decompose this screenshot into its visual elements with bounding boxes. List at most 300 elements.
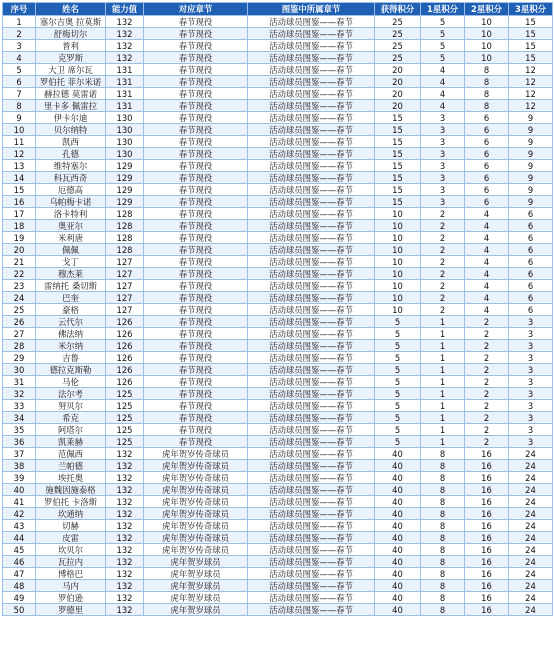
cell-1star: 1 <box>421 352 465 364</box>
col-header-3star: 3星积分 <box>509 3 553 16</box>
cell-ability: 128 <box>106 208 144 220</box>
cell-index: 13 <box>3 160 36 172</box>
table-row <box>3 328 553 340</box>
cell-index: 21 <box>3 256 36 268</box>
cell-points: 40 <box>375 508 421 520</box>
cell-album-chapter: 活动球员图鉴——春节 <box>248 196 375 208</box>
cell-ability: 132 <box>106 508 144 520</box>
cell-2star: 4 <box>465 256 509 268</box>
cell-chapter: 春节现役 <box>144 136 248 148</box>
table-row <box>3 496 553 508</box>
cell-name: 罗伯托 卡洛斯 <box>36 496 106 508</box>
cell-3star: 9 <box>509 160 553 172</box>
cell-chapter: 春节现役 <box>144 244 248 256</box>
cell-name: 科瓦西奇 <box>36 172 106 184</box>
cell-album-chapter: 活动球员图鉴——春节 <box>248 532 375 544</box>
cell-3star: 9 <box>509 136 553 148</box>
cell-3star: 6 <box>509 220 553 232</box>
cell-album-chapter: 活动球员图鉴——春节 <box>248 316 375 328</box>
cell-name: 奥亚尔 <box>36 220 106 232</box>
table-row <box>3 124 553 136</box>
cell-name: 佛法纳 <box>36 328 106 340</box>
cell-points: 10 <box>375 292 421 304</box>
cell-3star: 6 <box>509 244 553 256</box>
cell-album-chapter: 活动球员图鉴——春节 <box>248 88 375 100</box>
cell-ability: 125 <box>106 436 144 448</box>
cell-chapter: 春节现役 <box>144 364 248 376</box>
cell-name: 舒梅切尔 <box>36 28 106 40</box>
cell-2star: 10 <box>465 28 509 40</box>
cell-1star: 3 <box>421 112 465 124</box>
cell-2star: 2 <box>465 364 509 376</box>
cell-2star: 16 <box>465 484 509 496</box>
cell-chapter: 春节现役 <box>144 292 248 304</box>
cell-2star: 4 <box>465 280 509 292</box>
cell-3star: 3 <box>509 340 553 352</box>
cell-2star: 10 <box>465 52 509 64</box>
cell-index: 29 <box>3 352 36 364</box>
cell-2star: 2 <box>465 400 509 412</box>
cell-name: 佩佩 <box>36 244 106 256</box>
table-row <box>3 256 553 268</box>
cell-1star: 3 <box>421 172 465 184</box>
cell-points: 40 <box>375 568 421 580</box>
cell-3star: 3 <box>509 352 553 364</box>
cell-album-chapter: 活动球员图鉴——春节 <box>248 520 375 532</box>
cell-album-chapter: 活动球员图鉴——春节 <box>248 472 375 484</box>
cell-2star: 8 <box>465 76 509 88</box>
cell-album-chapter: 活动球员图鉴——春节 <box>248 208 375 220</box>
cell-points: 40 <box>375 496 421 508</box>
cell-1star: 5 <box>421 40 465 52</box>
cell-points: 40 <box>375 484 421 496</box>
cell-ability: 127 <box>106 256 144 268</box>
cell-album-chapter: 活动球员图鉴——春节 <box>248 76 375 88</box>
cell-1star: 8 <box>421 520 465 532</box>
cell-3star: 9 <box>509 184 553 196</box>
table-row <box>3 544 553 556</box>
cell-2star: 4 <box>465 220 509 232</box>
cell-1star: 2 <box>421 292 465 304</box>
cell-points: 5 <box>375 328 421 340</box>
cell-ability: 132 <box>106 460 144 472</box>
cell-3star: 24 <box>509 580 553 592</box>
table-row <box>3 340 553 352</box>
cell-3star: 6 <box>509 280 553 292</box>
cell-name: 坎通纳 <box>36 508 106 520</box>
cell-index: 35 <box>3 424 36 436</box>
cell-ability: 125 <box>106 412 144 424</box>
cell-2star: 2 <box>465 316 509 328</box>
cell-ability: 125 <box>106 424 144 436</box>
cell-album-chapter: 活动球员图鉴——春节 <box>248 544 375 556</box>
cell-album-chapter: 活动球员图鉴——春节 <box>248 460 375 472</box>
cell-ability: 127 <box>106 268 144 280</box>
cell-index: 7 <box>3 88 36 100</box>
cell-2star: 8 <box>465 88 509 100</box>
cell-album-chapter: 活动球员图鉴——春节 <box>248 268 375 280</box>
cell-chapter: 春节现役 <box>144 112 248 124</box>
cell-index: 46 <box>3 556 36 568</box>
cell-1star: 8 <box>421 460 465 472</box>
cell-name: 阿塔尔 <box>36 424 106 436</box>
cell-chapter: 春节现役 <box>144 160 248 172</box>
cell-album-chapter: 活动球员图鉴——春节 <box>248 172 375 184</box>
cell-1star: 8 <box>421 544 465 556</box>
cell-3star: 9 <box>509 124 553 136</box>
table-row <box>3 376 553 388</box>
cell-1star: 8 <box>421 484 465 496</box>
cell-1star: 2 <box>421 304 465 316</box>
table-row <box>3 16 553 28</box>
cell-ability: 132 <box>106 556 144 568</box>
cell-index: 49 <box>3 592 36 604</box>
cell-album-chapter: 活动球员图鉴——春节 <box>248 112 375 124</box>
cell-chapter: 春节现役 <box>144 196 248 208</box>
cell-index: 14 <box>3 172 36 184</box>
col-header-points: 获得积分 <box>375 3 421 16</box>
cell-3star: 9 <box>509 112 553 124</box>
cell-points: 40 <box>375 532 421 544</box>
cell-index: 42 <box>3 508 36 520</box>
cell-2star: 16 <box>465 496 509 508</box>
cell-ability: 126 <box>106 316 144 328</box>
cell-1star: 8 <box>421 580 465 592</box>
cell-2star: 2 <box>465 328 509 340</box>
header-row <box>3 3 553 16</box>
cell-2star: 4 <box>465 304 509 316</box>
cell-points: 15 <box>375 148 421 160</box>
cell-index: 16 <box>3 196 36 208</box>
cell-2star: 4 <box>465 244 509 256</box>
cell-index: 25 <box>3 304 36 316</box>
cell-1star: 8 <box>421 448 465 460</box>
table-body <box>3 16 553 616</box>
cell-album-chapter: 活动球员图鉴——春节 <box>248 364 375 376</box>
cell-index: 1 <box>3 16 36 28</box>
table-row <box>3 100 553 112</box>
cell-name: 戈丁 <box>36 256 106 268</box>
cell-1star: 1 <box>421 424 465 436</box>
table-row <box>3 268 553 280</box>
cell-chapter: 春节现役 <box>144 76 248 88</box>
cell-points: 40 <box>375 460 421 472</box>
cell-1star: 8 <box>421 604 465 616</box>
cell-points: 15 <box>375 124 421 136</box>
cell-3star: 24 <box>509 472 553 484</box>
cell-points: 10 <box>375 280 421 292</box>
player-points-table <box>2 2 553 616</box>
cell-album-chapter: 活动球员图鉴——春节 <box>248 580 375 592</box>
cell-index: 26 <box>3 316 36 328</box>
cell-chapter: 春节现役 <box>144 220 248 232</box>
cell-album-chapter: 活动球员图鉴——春节 <box>248 52 375 64</box>
cell-album-chapter: 活动球员图鉴——春节 <box>248 328 375 340</box>
cell-1star: 8 <box>421 496 465 508</box>
cell-3star: 24 <box>509 484 553 496</box>
cell-name: 兰帕德 <box>36 460 106 472</box>
cell-name: 米尔纳 <box>36 340 106 352</box>
cell-1star: 4 <box>421 88 465 100</box>
cell-ability: 132 <box>106 28 144 40</box>
cell-3star: 3 <box>509 328 553 340</box>
table-row <box>3 112 553 124</box>
cell-points: 40 <box>375 520 421 532</box>
cell-ability: 132 <box>106 520 144 532</box>
cell-points: 40 <box>375 448 421 460</box>
cell-2star: 4 <box>465 292 509 304</box>
cell-index: 33 <box>3 400 36 412</box>
cell-index: 50 <box>3 604 36 616</box>
cell-name: 马伦 <box>36 376 106 388</box>
table-row <box>3 508 553 520</box>
cell-chapter: 虎年贺岁球员 <box>144 604 248 616</box>
cell-ability: 125 <box>106 400 144 412</box>
col-header-chapter: 对应章节 <box>144 3 248 16</box>
cell-chapter: 春节现役 <box>144 436 248 448</box>
cell-ability: 132 <box>106 52 144 64</box>
cell-2star: 16 <box>465 544 509 556</box>
cell-1star: 5 <box>421 52 465 64</box>
cell-name: 吉鲁 <box>36 352 106 364</box>
cell-1star: 2 <box>421 208 465 220</box>
cell-name: 伊卡尔迪 <box>36 112 106 124</box>
cell-3star: 3 <box>509 412 553 424</box>
cell-1star: 3 <box>421 160 465 172</box>
cell-ability: 132 <box>106 544 144 556</box>
cell-1star: 5 <box>421 16 465 28</box>
cell-1star: 1 <box>421 388 465 400</box>
cell-ability: 127 <box>106 280 144 292</box>
cell-name: 贝尔纳特 <box>36 124 106 136</box>
cell-name: 德拉克斯勒 <box>36 364 106 376</box>
cell-ability: 132 <box>106 496 144 508</box>
cell-1star: 1 <box>421 412 465 424</box>
cell-index: 5 <box>3 64 36 76</box>
cell-points: 25 <box>375 52 421 64</box>
cell-name: 豪格 <box>36 304 106 316</box>
cell-name: 克罗斯 <box>36 52 106 64</box>
cell-points: 10 <box>375 232 421 244</box>
cell-2star: 16 <box>465 520 509 532</box>
cell-index: 11 <box>3 136 36 148</box>
cell-album-chapter: 活动球员图鉴——春节 <box>248 400 375 412</box>
cell-index: 8 <box>3 100 36 112</box>
cell-points: 10 <box>375 256 421 268</box>
cell-3star: 6 <box>509 256 553 268</box>
cell-3star: 15 <box>509 40 553 52</box>
table-row <box>3 484 553 496</box>
cell-3star: 9 <box>509 196 553 208</box>
cell-album-chapter: 活动球员图鉴——春节 <box>248 592 375 604</box>
cell-chapter: 春节现役 <box>144 28 248 40</box>
cell-points: 5 <box>375 412 421 424</box>
cell-3star: 24 <box>509 604 553 616</box>
cell-points: 5 <box>375 436 421 448</box>
col-header-index: 序号 <box>3 3 36 16</box>
cell-points: 15 <box>375 136 421 148</box>
cell-album-chapter: 活动球员图鉴——春节 <box>248 496 375 508</box>
cell-points: 5 <box>375 376 421 388</box>
cell-album-chapter: 活动球员图鉴——春节 <box>248 220 375 232</box>
cell-chapter: 春节现役 <box>144 316 248 328</box>
cell-2star: 2 <box>465 424 509 436</box>
cell-album-chapter: 活动球员图鉴——春节 <box>248 16 375 28</box>
cell-index: 19 <box>3 232 36 244</box>
cell-name: 赫拉德 莫雷诺 <box>36 88 106 100</box>
cell-chapter: 春节现役 <box>144 424 248 436</box>
cell-index: 10 <box>3 124 36 136</box>
cell-3star: 24 <box>509 568 553 580</box>
cell-album-chapter: 活动球员图鉴——春节 <box>248 136 375 148</box>
cell-1star: 2 <box>421 268 465 280</box>
table-row <box>3 28 553 40</box>
cell-chapter: 春节现役 <box>144 184 248 196</box>
cell-3star: 3 <box>509 400 553 412</box>
cell-chapter: 春节现役 <box>144 376 248 388</box>
cell-ability: 132 <box>106 448 144 460</box>
cell-ability: 132 <box>106 484 144 496</box>
table-row <box>3 520 553 532</box>
table-row <box>3 280 553 292</box>
cell-name: 里卡多 佩雷拉 <box>36 100 106 112</box>
table-row <box>3 148 553 160</box>
cell-name: 穆杰莱 <box>36 268 106 280</box>
cell-points: 5 <box>375 424 421 436</box>
cell-points: 40 <box>375 544 421 556</box>
cell-1star: 8 <box>421 568 465 580</box>
cell-album-chapter: 活动球员图鉴——春节 <box>248 424 375 436</box>
cell-2star: 2 <box>465 340 509 352</box>
cell-points: 5 <box>375 364 421 376</box>
cell-album-chapter: 活动球员图鉴——春节 <box>248 376 375 388</box>
cell-name: 大卫 席尔瓦 <box>36 64 106 76</box>
cell-album-chapter: 活动球员图鉴——春节 <box>248 148 375 160</box>
cell-2star: 6 <box>465 112 509 124</box>
cell-1star: 2 <box>421 244 465 256</box>
cell-album-chapter: 活动球员图鉴——春节 <box>248 388 375 400</box>
cell-2star: 2 <box>465 412 509 424</box>
cell-2star: 2 <box>465 352 509 364</box>
cell-chapter: 虎年贺岁传奇球员 <box>144 520 248 532</box>
cell-ability: 132 <box>106 592 144 604</box>
table-row <box>3 460 553 472</box>
table-row <box>3 304 553 316</box>
cell-album-chapter: 活动球员图鉴——春节 <box>248 340 375 352</box>
cell-2star: 6 <box>465 184 509 196</box>
cell-points: 40 <box>375 556 421 568</box>
cell-album-chapter: 活动球员图鉴——春节 <box>248 436 375 448</box>
cell-3star: 6 <box>509 304 553 316</box>
table-row <box>3 232 553 244</box>
cell-points: 25 <box>375 16 421 28</box>
cell-ability: 132 <box>106 568 144 580</box>
cell-album-chapter: 活动球员图鉴——春节 <box>248 232 375 244</box>
table-row <box>3 436 553 448</box>
cell-2star: 16 <box>465 592 509 604</box>
cell-index: 47 <box>3 568 36 580</box>
cell-ability: 129 <box>106 184 144 196</box>
table-row <box>3 388 553 400</box>
cell-ability: 130 <box>106 112 144 124</box>
cell-name: 罗德里 <box>36 604 106 616</box>
cell-points: 15 <box>375 184 421 196</box>
cell-ability: 130 <box>106 136 144 148</box>
cell-1star: 3 <box>421 136 465 148</box>
cell-3star: 6 <box>509 268 553 280</box>
col-header-album-chapter: 图鉴中所属章节 <box>248 3 375 16</box>
cell-points: 40 <box>375 580 421 592</box>
cell-album-chapter: 活动球员图鉴——春节 <box>248 508 375 520</box>
cell-ability: 126 <box>106 340 144 352</box>
cell-2star: 6 <box>465 196 509 208</box>
table-row <box>3 52 553 64</box>
cell-chapter: 春节现役 <box>144 172 248 184</box>
cell-ability: 128 <box>106 220 144 232</box>
cell-chapter: 虎年贺岁传奇球员 <box>144 508 248 520</box>
cell-index: 12 <box>3 148 36 160</box>
cell-2star: 10 <box>465 40 509 52</box>
cell-index: 38 <box>3 460 36 472</box>
cell-2star: 4 <box>465 208 509 220</box>
cell-name: 埃托奥 <box>36 472 106 484</box>
cell-points: 20 <box>375 100 421 112</box>
cell-album-chapter: 活动球员图鉴——春节 <box>248 484 375 496</box>
table-row <box>3 292 553 304</box>
cell-chapter: 虎年贺岁球员 <box>144 556 248 568</box>
cell-name: 凯莱赫 <box>36 436 106 448</box>
cell-index: 30 <box>3 364 36 376</box>
cell-ability: 132 <box>106 472 144 484</box>
cell-ability: 125 <box>106 388 144 400</box>
cell-3star: 3 <box>509 316 553 328</box>
cell-chapter: 虎年贺岁传奇球员 <box>144 532 248 544</box>
cell-chapter: 春节现役 <box>144 40 248 52</box>
cell-1star: 8 <box>421 532 465 544</box>
cell-album-chapter: 活动球员图鉴——春节 <box>248 256 375 268</box>
cell-2star: 2 <box>465 376 509 388</box>
cell-index: 17 <box>3 208 36 220</box>
cell-3star: 6 <box>509 208 553 220</box>
table-row <box>3 172 553 184</box>
cell-2star: 2 <box>465 436 509 448</box>
cell-points: 15 <box>375 160 421 172</box>
cell-2star: 16 <box>465 580 509 592</box>
cell-chapter: 春节现役 <box>144 388 248 400</box>
cell-index: 22 <box>3 268 36 280</box>
cell-1star: 4 <box>421 64 465 76</box>
cell-3star: 9 <box>509 148 553 160</box>
table-row <box>3 244 553 256</box>
cell-album-chapter: 活动球员图鉴——春节 <box>248 244 375 256</box>
cell-chapter: 春节现役 <box>144 412 248 424</box>
cell-index: 34 <box>3 412 36 424</box>
cell-1star: 8 <box>421 556 465 568</box>
cell-2star: 2 <box>465 388 509 400</box>
cell-1star: 3 <box>421 124 465 136</box>
cell-1star: 1 <box>421 340 465 352</box>
cell-1star: 1 <box>421 316 465 328</box>
cell-name: 坎贝尔 <box>36 544 106 556</box>
cell-album-chapter: 活动球员图鉴——春节 <box>248 28 375 40</box>
cell-index: 37 <box>3 448 36 460</box>
cell-1star: 4 <box>421 76 465 88</box>
cell-3star: 9 <box>509 172 553 184</box>
table-row <box>3 364 553 376</box>
cell-1star: 1 <box>421 436 465 448</box>
cell-3star: 12 <box>509 64 553 76</box>
cell-chapter: 虎年贺岁传奇球员 <box>144 496 248 508</box>
